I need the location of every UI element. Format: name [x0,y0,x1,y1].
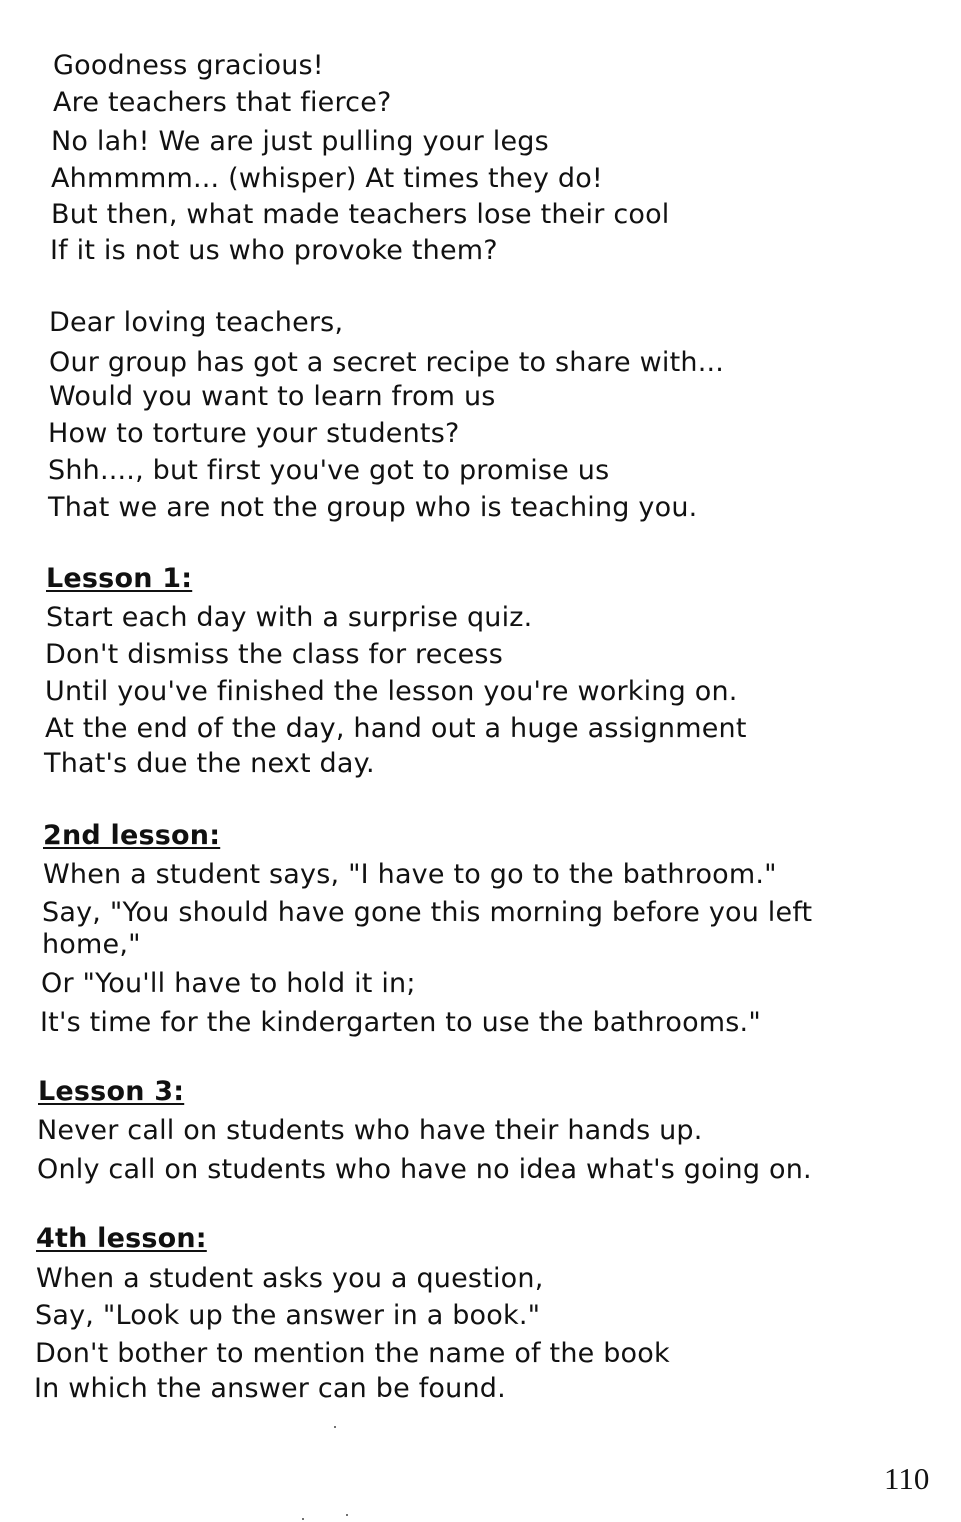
lesson-line: It's time for the kindergarten to use the bathrooms." [40,1007,761,1038]
poem-line: Would you want to learn from us [49,381,496,412]
lesson-heading: 2nd lesson: [43,820,221,851]
lesson-line: Or "You'll have to hold it in; [41,968,416,999]
poem-line: Goodness gracious! [53,50,324,81]
lesson-line: At the end of the day, hand out a huge assignment [45,713,747,744]
lesson-line: Don't bother to mention the name of the book [35,1338,670,1369]
lesson-line: Until you've finished the lesson you're working on. [45,676,738,707]
lesson-line: Say, "Look up the answer in a book." [35,1300,541,1331]
poem-line: Dear loving teachers, [49,307,344,338]
lesson-line: In which the answer can be found. [34,1373,506,1404]
lesson-line: Don't dismiss the class for recess [45,639,503,670]
poem-line: No lah! We are just pulling your legs [51,126,549,157]
scan-speck [302,1518,304,1520]
lesson-heading: Lesson 3: [38,1076,185,1107]
lesson-line: Say, "You should have gone this morning before you left [42,897,813,928]
poem-line: Our group has got a secret recipe to share with... [49,347,725,378]
poem-line: Ahmmmm... (whisper) At times they do! [51,163,603,194]
lesson-line: That's due the next day. [44,748,375,779]
poem-line: Are teachers that fierce? [53,87,392,118]
lesson-line: Start each day with a surprise quiz. [46,602,533,633]
lesson-heading: Lesson 1: [46,563,193,594]
poem-line: If it is not us who provoke them? [50,235,498,266]
poem-line: Shh...., but first you've got to promise us [48,455,610,486]
lesson-line: home," [42,929,141,960]
lesson-heading: 4th lesson: [36,1223,207,1254]
lesson-line: Never call on students who have their hands up. [37,1115,703,1146]
poem-line: That we are not the group who is teaching you. [48,492,698,523]
lesson-line: Only call on students who have no idea what's going on. [37,1154,812,1185]
lesson-line: When a student asks you a question, [36,1263,544,1294]
lesson-line: When a student says, "I have to go to the bathroom." [43,859,777,890]
poem-line: How to torture your students? [48,418,460,449]
scan-speck [334,1426,336,1428]
page-number: 110 [884,1461,930,1496]
scan-speck [346,1514,348,1516]
poem-line: But then, what made teachers lose their cool [51,199,670,230]
